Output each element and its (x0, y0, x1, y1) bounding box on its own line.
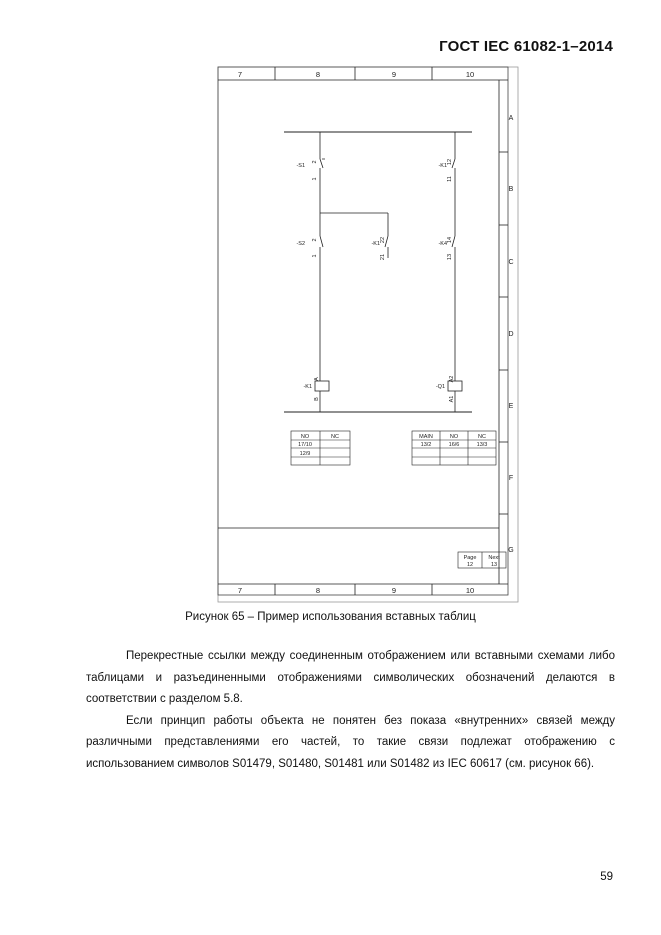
device-label-k1-nc: -K1 (371, 241, 380, 247)
pin-label: 1 (312, 254, 318, 258)
row-label: B (508, 186, 514, 193)
row-label: F (508, 475, 514, 482)
device-label-k1-right: -K1 (438, 163, 447, 169)
table-left-cell: 12/9 (299, 451, 311, 457)
table-right-cell: 13/3 (476, 442, 488, 448)
table-left-cell: 17/10 (298, 442, 312, 448)
table-right-cell: 16/6 (448, 442, 460, 448)
table-right-header: NC (478, 434, 486, 440)
s2-contact (320, 236, 323, 381)
device-label-s1: -S1 (296, 163, 305, 169)
next-label: Next (488, 555, 500, 561)
col-label-top: 7 (237, 70, 243, 79)
col-label-top: 9 (391, 70, 397, 79)
row-label: D (508, 331, 514, 338)
table-left-header: NO (300, 434, 310, 440)
paragraph: Если принцип работы объекта не понятен без показа «внутренних» связей между различными представлениями его частей, то такие связи подлежат отображению с использованием символов S01479, S01480, S01481 или S01482 из IEC 60617 (см. рисунок 66). (86, 714, 615, 770)
pin-label: A2 (449, 375, 455, 383)
diagram-frame (218, 67, 518, 602)
row-label: A (508, 115, 514, 122)
col-label-top: 8 (315, 70, 321, 79)
pin-label: 14 (447, 236, 453, 244)
diagram-inner-frame (218, 67, 508, 595)
s1-contact (320, 159, 325, 181)
pin-label: 22 (380, 236, 386, 244)
pin-label: 12 (447, 158, 453, 166)
table-left-header: NC (331, 434, 339, 440)
col-label-bottom: 9 (391, 586, 397, 595)
pin-label: 11 (447, 176, 453, 182)
k1-right-contact (452, 159, 455, 236)
row-label: E (508, 403, 514, 410)
table-right-header: NO (449, 434, 459, 440)
pin-label: A (314, 377, 320, 381)
pin-label: 21 (380, 253, 386, 261)
pin-label: 1 (312, 177, 318, 181)
page-label: Page (463, 555, 477, 561)
table-right-cell: 13/2 (420, 442, 432, 448)
row-label: C (508, 259, 514, 266)
page-value: 12 (466, 562, 474, 568)
paragraph: Перекрестные ссылки между соединенным отображением или вставными схемами либо таблицами и разъединенными отображениями символических обозначений делаются в соответствии с разделом 5.8. (86, 650, 615, 705)
body-text (86, 646, 615, 775)
col-label-top: 10 (465, 70, 475, 79)
device-label-q1-coil: -Q1 (435, 384, 445, 390)
page-number: 59 (600, 871, 613, 883)
pin-label: 2 (312, 238, 318, 242)
pin-label: B (314, 397, 320, 401)
device-label-s2: -S2 (296, 241, 305, 247)
table-left-grid (291, 431, 350, 465)
next-value: 13 (490, 562, 498, 568)
device-label-k1-coil: -K1 (303, 384, 312, 390)
figure-caption: Рисунок 65 – Пример использования вставных таблиц (185, 611, 476, 623)
col-label-bottom: 8 (315, 586, 321, 595)
row-label: G (508, 547, 514, 554)
col-label-bottom: 10 (465, 586, 475, 595)
pin-label: A1 (449, 395, 455, 403)
document-header: ГОСТ IEC 61082-1–2014 (439, 38, 613, 55)
pin-label: 2 (312, 160, 318, 164)
k1-coil (315, 381, 329, 391)
pin-label: 13 (447, 253, 453, 261)
col-label-bottom: 7 (237, 586, 243, 595)
device-label-k4: -K4 (438, 241, 447, 247)
table-right-header: MAIN (419, 434, 433, 440)
